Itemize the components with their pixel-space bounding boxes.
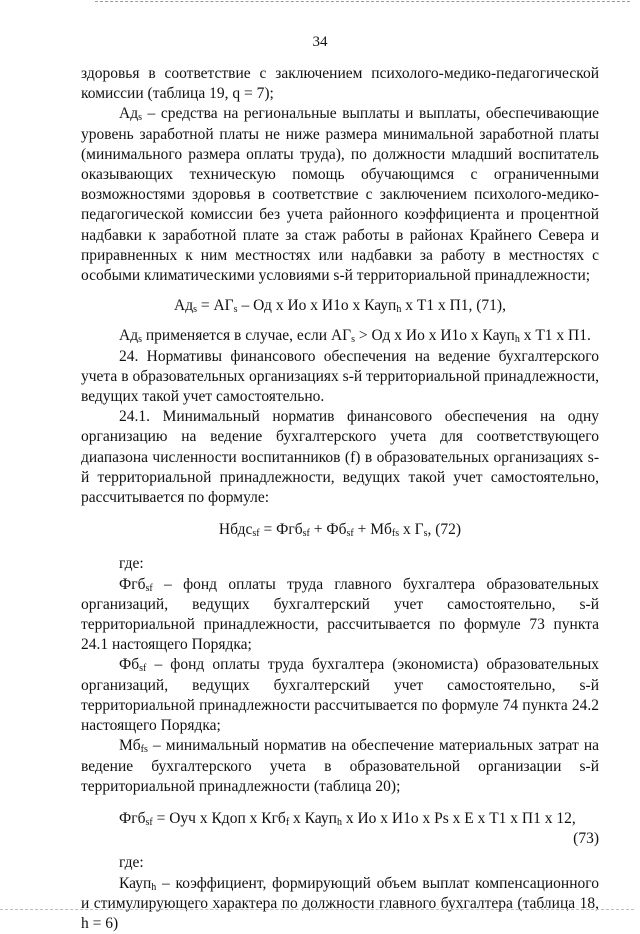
text-run: где: [119, 854, 144, 872]
text-run: (73) [573, 830, 599, 848]
text-run: , (72) [427, 521, 462, 539]
where-label [81, 853, 599, 873]
text-run: x Т1 x П1. [519, 327, 591, 345]
text-run: Фб [119, 656, 140, 674]
page-number: 34 [312, 34, 328, 50]
text-run: 24.1. Минимальный норматив финансового обеспечения на одну организацию на ведение бухгалтерского учета для соответствующего диапазона численности воспитанников (f) в образовательных организациях s-й территориальной принадлежности, ведущих такой учет самостоятельно, рассчитывается по формуле: [81, 408, 599, 507]
text-run: – фонд оплаты труда бухгалтера (экономиста) образовательных организаций, ведущих бухгалтерский учет самостоятельно, s-й территориальной принадлежности рассчитывается по формуле 74 пункта 24.2 настоящего Порядка; [81, 656, 599, 735]
subscript: sf [145, 816, 153, 828]
subscript: s [233, 304, 238, 316]
subscript: s [423, 528, 428, 540]
scan-top-edge [95, 1, 630, 2]
text-run: Ад [174, 297, 194, 315]
formula-73 [81, 809, 599, 829]
subscript: h [396, 304, 402, 316]
subscript: s [138, 334, 142, 346]
where-label [81, 554, 599, 574]
text-run: – коэффициент, формирующий объем выплат компенсационного и стимулирующего характера по должности главного бухгалтера (таблица 18, h = 6) [81, 874, 599, 932]
subscript: s [351, 334, 356, 346]
subscript: h [514, 334, 520, 346]
scan-bottom-edge [0, 909, 634, 910]
definition-kaup [81, 874, 599, 934]
section-heading-24 [81, 347, 599, 408]
text-run: – Од x Ио x И1о x Кауп [237, 297, 397, 315]
text-run: x Г [399, 521, 424, 539]
paragraph [81, 326, 599, 346]
subscript: s [138, 112, 142, 124]
formula-73-number [81, 829, 599, 849]
text-run: > Од x Ио x И1о x Кауп [355, 327, 515, 345]
text-run: + Мб [353, 521, 392, 539]
text-run: Мб [119, 737, 141, 755]
text-run: + Фб [309, 521, 347, 539]
definition-fb [81, 655, 599, 736]
subscript: h [336, 816, 342, 828]
subscript: sf [302, 528, 310, 540]
text-run: = Фгб [259, 521, 303, 539]
section-heading-24-1 [81, 407, 599, 508]
definition-mb [81, 736, 599, 797]
subscript: sf [252, 528, 260, 540]
subscript: sf [139, 663, 147, 675]
subscript: h [151, 881, 157, 893]
subscript: fs [140, 744, 148, 756]
subscript: sf [346, 528, 354, 540]
paragraph [81, 104, 599, 286]
text-run: где: [119, 555, 144, 573]
subscript: fs [391, 528, 400, 540]
text-run: Кауп [119, 874, 152, 892]
text-run: = Оуч x Кдоп x Кгб [152, 809, 286, 827]
subscript: s [193, 304, 197, 316]
text-run: = АГ [197, 297, 234, 315]
formula-72 [81, 520, 599, 540]
document-body [81, 64, 599, 934]
definition-fgb [81, 575, 599, 656]
text-run: – минимальный норматив на обеспечение материальных затрат на ведение бухгалтерского учета в образовательной организации s-й территориальной принадлежности (таблица 20); [81, 737, 599, 795]
text-run: – фонд оплаты труда главного бухгалтера образовательных организаций, ведущих бухгалтерский учет самостоятельно, s-й территориальной принадлежности, рассчитывается по формуле 73 пункта 24.1 настоящего Порядка; [81, 575, 599, 654]
text-run: Фгб [119, 575, 146, 593]
subscript: sf [145, 582, 153, 594]
text-run: Фгб [119, 809, 146, 827]
text-run: – средства на региональные выплаты и выплаты, обеспечивающие уровень заработной платы не ниже размера минимальной заработной платы (минимального размера оплаты труда), по должности младший воспитатель оказывающих техническую помощь обучающимся с ограниченными возможностями здоровья в соответствие с заключением психолого-медико-педагогической комиссии без учета районного коэффициента и процентной надбавки к заработной плате за стаж работы в районах Крайнего Севера и приравненных к ним местностях или надбавки за работу в местностях с особыми климатическими условиями s-й территориальной принадлежности; [81, 105, 599, 285]
text-run: Ад [119, 327, 139, 345]
text-run: Ад [119, 105, 139, 123]
text-run: Нбдс [218, 521, 253, 539]
subscript: f [285, 816, 290, 828]
text-run: x Т1 x П1, (71), [401, 297, 506, 315]
paragraph [81, 64, 599, 104]
text-run: x Ио x И1о x Рs x Е x Т1 x П1 x 12, [341, 809, 576, 827]
text-run: здоровья в соответствие с заключением психолого-медико-педагогической комиссии (таблица 19, q = 7); [81, 65, 599, 103]
formula-71 [81, 296, 599, 316]
text-run: применяется в случае, если АГ [142, 327, 352, 345]
text-run: x Кауп [289, 809, 337, 827]
text-run: 24. Нормативы финансового обеспечения на ведение бухгалтерского учета в образовательных организациях s-й территориальной принадлежности, ведущих такой учет самостоятельно. [81, 347, 599, 406]
